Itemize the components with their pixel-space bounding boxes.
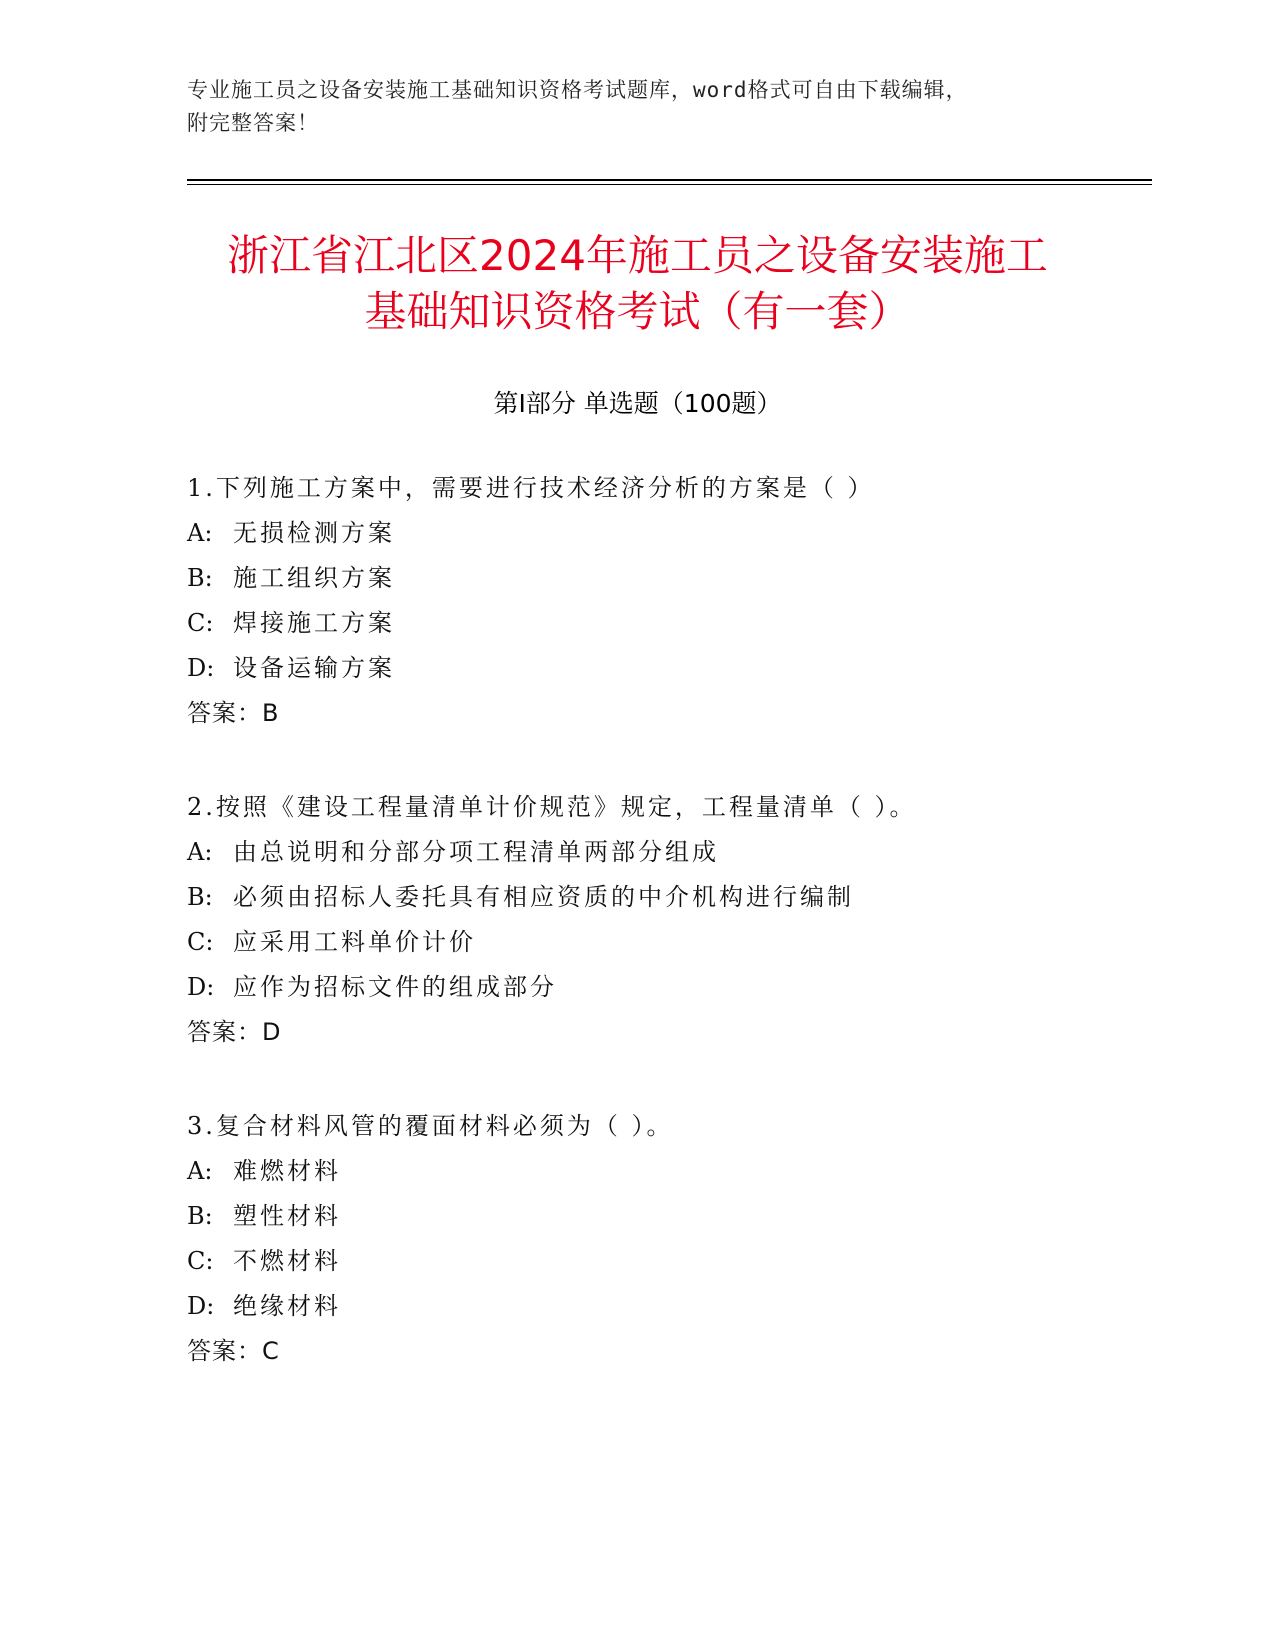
option-key: B: bbox=[187, 1202, 213, 1230]
option-key: A: bbox=[187, 1157, 213, 1185]
document-title bbox=[150, 228, 1125, 340]
option-key: D: bbox=[187, 1292, 215, 1320]
option-text: 由总说明和分部分项工程清单两部分组成 bbox=[233, 838, 719, 866]
option-text: 绝缘材料 bbox=[233, 1292, 341, 1320]
answer: 答案：B bbox=[187, 699, 280, 727]
option-d bbox=[187, 646, 1147, 691]
option-key: A: bbox=[187, 838, 213, 866]
option-key: C: bbox=[187, 1247, 214, 1275]
option-key: B: bbox=[187, 564, 213, 592]
option-key: D: bbox=[187, 654, 215, 682]
option-key: C: bbox=[187, 928, 214, 956]
option-c bbox=[187, 920, 1147, 965]
option-key: D: bbox=[187, 973, 215, 1001]
answer: 答案：C bbox=[187, 1337, 280, 1365]
header-divider-thin bbox=[187, 184, 1152, 185]
header-note-line-1: 专业施工员之设备安装施工基础知识资格考试题库，word格式可自由下载编辑， bbox=[187, 78, 968, 102]
option-a bbox=[187, 830, 1147, 875]
section-title: 第Ⅰ部分 单选题（100题） bbox=[493, 389, 782, 418]
option-d bbox=[187, 965, 1147, 1010]
option-text: 无损检测方案 bbox=[233, 519, 395, 547]
option-a bbox=[187, 511, 1147, 556]
option-key: B: bbox=[187, 883, 213, 911]
option-d bbox=[187, 1284, 1147, 1329]
option-key: A: bbox=[187, 519, 213, 547]
header-note bbox=[187, 74, 1087, 140]
option-b bbox=[187, 875, 1147, 920]
option-text: 焊接施工方案 bbox=[233, 609, 395, 637]
option-text: 施工组织方案 bbox=[233, 564, 395, 592]
header-note-line-2: 附完整答案！ bbox=[187, 111, 319, 135]
question-stem: 3.复合材料风管的覆面材料必须为（ ）。 bbox=[187, 1112, 674, 1140]
option-text: 应采用工料单价计价 bbox=[233, 928, 476, 956]
option-text: 应作为招标文件的组成部分 bbox=[233, 973, 557, 1001]
option-c bbox=[187, 601, 1147, 646]
option-text: 设备运输方案 bbox=[233, 654, 395, 682]
option-a bbox=[187, 1149, 1147, 1194]
option-text: 塑性材料 bbox=[233, 1202, 341, 1230]
question-2 bbox=[187, 785, 1147, 1055]
document-title-line-2: 基础知识资格考试（有一套） bbox=[364, 287, 911, 336]
option-b bbox=[187, 556, 1147, 601]
question-stem: 1.下列施工方案中，需要进行技术经济分析的方案是（ ） bbox=[187, 474, 875, 502]
document-title-line-1: 浙江省江北区2024年施工员之设备安装施工 bbox=[227, 231, 1048, 280]
option-key: C: bbox=[187, 609, 214, 637]
question-stem: 2.按照《建设工程量清单计价规范》规定，工程量清单（ ）。 bbox=[187, 793, 917, 821]
option-text: 难燃材料 bbox=[233, 1157, 341, 1185]
header-divider-thick bbox=[187, 179, 1152, 181]
answer: 答案：D bbox=[187, 1018, 282, 1046]
question-1 bbox=[187, 466, 1147, 736]
option-b bbox=[187, 1194, 1147, 1239]
question-3 bbox=[187, 1104, 1147, 1374]
option-text: 必须由招标人委托具有相应资质的中介机构进行编制 bbox=[233, 883, 854, 911]
option-c bbox=[187, 1239, 1147, 1284]
option-text: 不燃材料 bbox=[233, 1247, 341, 1275]
